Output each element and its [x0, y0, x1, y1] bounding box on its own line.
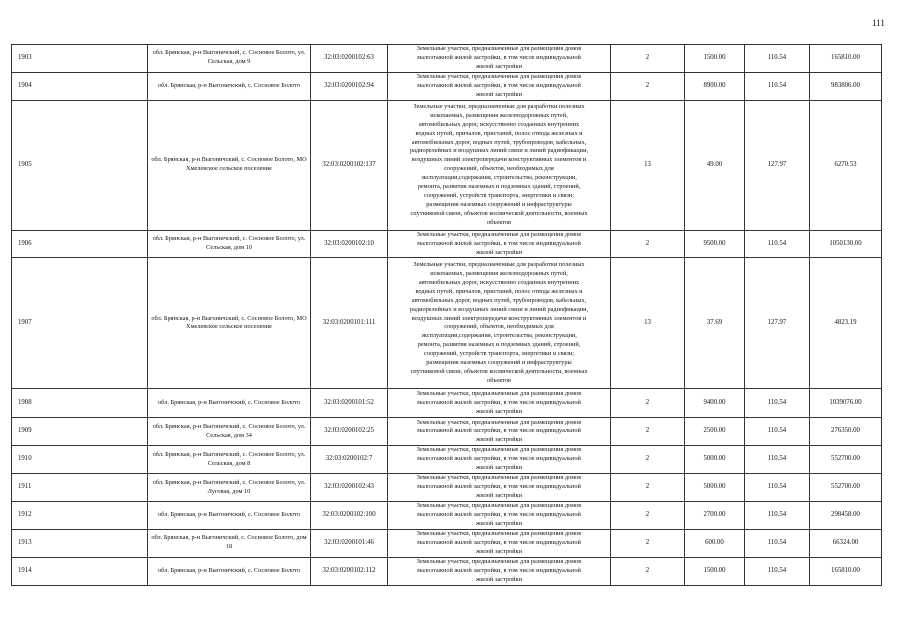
row-area: 2700.00	[685, 502, 745, 530]
row-rate: 110.54	[745, 446, 810, 474]
row-number: 1911	[12, 474, 148, 502]
table-row	[12, 45, 882, 73]
row-number: 1904	[12, 72, 148, 100]
row-land-use: Земельные участки, предназначенные для размещения домов малоэтажной жилой застройки, в том числе индивидуальной жилой застройки	[388, 557, 611, 585]
row-cadastral-number: 32:03:0200102:10	[311, 230, 388, 258]
row-rate: 110.54	[745, 474, 810, 502]
row-number: 1903	[12, 45, 148, 73]
row-number: 1905	[12, 100, 148, 230]
table-body	[12, 45, 882, 586]
row-group: 2	[611, 230, 685, 258]
row-land-use: Земельные участки, предназначенные для размещения домов малоэтажной жилой застройки, в том числе индивидуальной жилой застройки	[388, 389, 611, 418]
row-cadastral-value: 1039076.00	[810, 389, 882, 418]
row-rate: 110.54	[745, 45, 810, 73]
row-cadastral-number: 32:03:0200102:43	[311, 474, 388, 502]
row-cadastral-number: 32:03:0200101:46	[311, 529, 388, 557]
row-cadastral-value: 165810.00	[810, 45, 882, 73]
table-row	[12, 502, 882, 530]
row-rate: 127.97	[745, 100, 810, 230]
row-rate: 127.97	[745, 258, 810, 389]
page-number: 111	[872, 18, 885, 28]
row-cadastral-number: 32:03:0200102:63	[311, 45, 388, 73]
row-group: 2	[611, 389, 685, 418]
row-cadastral-number: 32:03:0200101:111	[311, 258, 388, 389]
row-cadastral-number: 32:03:0200102:25	[311, 418, 388, 446]
row-address: обл. Брянская, р-н Выгоничский, с. Сосновое Болото, МО Хмелевское сельское поселение	[148, 258, 311, 389]
row-area: 49.00	[685, 100, 745, 230]
row-address: обл. Брянская, р-н Выгоничский, с. Сосновое Болото	[148, 72, 311, 100]
row-address: обл. Брянская, р-н Выгоничский, с. Сосновое Болото, ул. Сельская, дом 34	[148, 418, 311, 446]
row-address: обл. Брянская, р-н Выгоничский, с. Сосновое Болото, МО Хмелевское сельское поселение	[148, 100, 311, 230]
row-land-use: Земельные участки, предназначенные для размещения домов малоэтажной жилой застройки, в том числе индивидуальной жилой застройки	[388, 529, 611, 557]
row-cadastral-value: 165810.00	[810, 557, 882, 585]
row-cadastral-number: 32:03:0200102:100	[311, 502, 388, 530]
table-row	[12, 230, 882, 258]
row-area: 37.69	[685, 258, 745, 389]
row-address: обл. Брянская, р-н Выгоничский, с. Сосновое Болото, ул. Луговая, дом 10	[148, 474, 311, 502]
row-address: обл. Брянская, р-н Выгоничский, с. Сосновое Болото	[148, 389, 311, 418]
row-area: 9500.00	[685, 230, 745, 258]
row-number: 1908	[12, 389, 148, 418]
row-cadastral-value: 4823.19	[810, 258, 882, 389]
row-land-use: Земельные участки, предназначенные для размещения домов малоэтажной жилой застройки, в том числе индивидуальной жилой застройки	[388, 446, 611, 474]
table-row	[12, 258, 882, 389]
row-land-use: Земельные участки, предназначенные для разработки полезных ископаемых, размещения железнодорожных путей, автомобильных дорог, искусственно созданных внутренних водных путей, причалов, пристаней, полос отвода железных и автомобильных дорог, водных путей, трубопроводов, кабельных, радиорелейных и воздушных линий связи и линий радиофикации, воздушных линий электропередачи конструктивных элементов и сооружений, объектов, необходимых для эксплуатации,содержания, строительства, реконструкции, ремонта, развития наземных и подземных зданий, строений, сооружений, устройств транспорта, энергетики и связи; размещения наземных сооружений и инфраструктуры спутниковой связи, объектов космической деятельности, военных объектов	[388, 100, 611, 230]
row-number: 1914	[12, 557, 148, 585]
row-address: обл. Брянская, р-н Выгоничский, с. Сосновое Болото	[148, 502, 311, 530]
row-area: 1500.00	[685, 557, 745, 585]
row-rate: 110.54	[745, 389, 810, 418]
row-area: 5000.00	[685, 446, 745, 474]
row-cadastral-value: 552700.00	[810, 474, 882, 502]
row-group: 2	[611, 72, 685, 100]
row-area: 1500.00	[685, 45, 745, 73]
row-cadastral-number: 32:03:0200102:112	[311, 557, 388, 585]
row-area: 8900.00	[685, 72, 745, 100]
table-row	[12, 389, 882, 418]
row-area: 600.00	[685, 529, 745, 557]
cadastral-value-table	[11, 44, 882, 586]
table-row	[12, 557, 882, 585]
row-cadastral-number: 32:03:0200102:137	[311, 100, 388, 230]
row-cadastral-number: 32:03:0200101:52	[311, 389, 388, 418]
row-cadastral-value: 66324.00	[810, 529, 882, 557]
row-group: 2	[611, 557, 685, 585]
row-number: 1909	[12, 418, 148, 446]
table-row	[12, 100, 882, 230]
row-group: 2	[611, 418, 685, 446]
row-number: 1906	[12, 230, 148, 258]
row-land-use: Земельные участки, предназначенные для разработки полезных ископаемых, размещения железнодорожных путей, автомобильных дорог, искусственно созданных внутренних водных путей, причалов, пристаней, полос отвода железных и автомобильных дорог, водных путей, трубопроводов, кабельных, радиорелейных и воздушных линий связи и линий радиофикации, воздушных линий электропередачи конструктивных элементов и сооружений, объектов, необходимых для эксплуатации,содержания, строительства, реконструкции, ремонта, развития наземных и подземных зданий, строений, сооружений, устройств транспорта, энергетики и связи; размещения наземных сооружений и инфраструктуры спутниковой связи, объектов космической деятельности, военных объектов	[388, 258, 611, 389]
row-group: 2	[611, 502, 685, 530]
row-rate: 110.54	[745, 418, 810, 446]
row-address: обл. Брянская, р-н Выгоничский, с. Сосновое Болото, ул. Сельская, дом 10	[148, 230, 311, 258]
row-rate: 110.54	[745, 230, 810, 258]
table-row	[12, 72, 882, 100]
row-area: 5000.00	[685, 474, 745, 502]
table-row	[12, 446, 882, 474]
row-group: 13	[611, 100, 685, 230]
row-cadastral-value: 298458.00	[810, 502, 882, 530]
row-cadastral-value: 1050130.00	[810, 230, 882, 258]
row-number: 1912	[12, 502, 148, 530]
row-rate: 110.54	[745, 502, 810, 530]
row-land-use: Земельные участки, предназначенные для размещения домов малоэтажной жилой застройки, в том числе индивидуальной жилой застройки	[388, 502, 611, 530]
row-rate: 110.54	[745, 72, 810, 100]
row-group: 13	[611, 258, 685, 389]
row-number: 1907	[12, 258, 148, 389]
row-address: обл. Брянская, р-н Выгоничский, с. Сосновое Болото, ул. Сельская, дом 8	[148, 446, 311, 474]
row-rate: 110.54	[745, 529, 810, 557]
row-group: 2	[611, 529, 685, 557]
row-group: 2	[611, 45, 685, 73]
row-address: обл. Брянская, р-н Выгоничский, с. Сосновое Болото, дом 18	[148, 529, 311, 557]
row-cadastral-value: 552700.00	[810, 446, 882, 474]
row-cadastral-number: 32:03:0200102:7	[311, 446, 388, 474]
row-land-use: Земельные участки, предназначенные для размещения домов малоэтажной жилой застройки, в том числе индивидуальной жилой застройки	[388, 72, 611, 100]
row-address: обл. Брянская, р-н Выгоничский, с. Сосновое Болото, ул. Сельская, дом 9	[148, 45, 311, 73]
row-group: 2	[611, 474, 685, 502]
row-cadastral-value: 6270.53	[810, 100, 882, 230]
row-area: 2500.00	[685, 418, 745, 446]
row-area: 9400.00	[685, 389, 745, 418]
row-group: 2	[611, 446, 685, 474]
row-land-use: Земельные участки, предназначенные для размещения домов малоэтажной жилой застройки, в том числе индивидуальной жилой застройки	[388, 418, 611, 446]
row-rate: 110.54	[745, 557, 810, 585]
row-cadastral-value: 276350.00	[810, 418, 882, 446]
row-address: обл. Брянская, р-н Выгоничский, с. Сосновое Болото	[148, 557, 311, 585]
table-row	[12, 418, 882, 446]
table-row	[12, 474, 882, 502]
row-land-use: Земельные участки, предназначенные для размещения домов малоэтажной жилой застройки, в том числе индивидуальной жилой застройки	[388, 45, 611, 73]
table-row	[12, 529, 882, 557]
row-number: 1913	[12, 529, 148, 557]
row-land-use: Земельные участки, предназначенные для размещения домов малоэтажной жилой застройки, в том числе индивидуальной жилой застройки	[388, 474, 611, 502]
row-number: 1910	[12, 446, 148, 474]
row-land-use: Земельные участки, предназначенные для размещения домов малоэтажной жилой застройки, в том числе индивидуальной жилой застройки	[388, 230, 611, 258]
row-cadastral-value: 983806.00	[810, 72, 882, 100]
row-cadastral-number: 32:03:0200102:94	[311, 72, 388, 100]
